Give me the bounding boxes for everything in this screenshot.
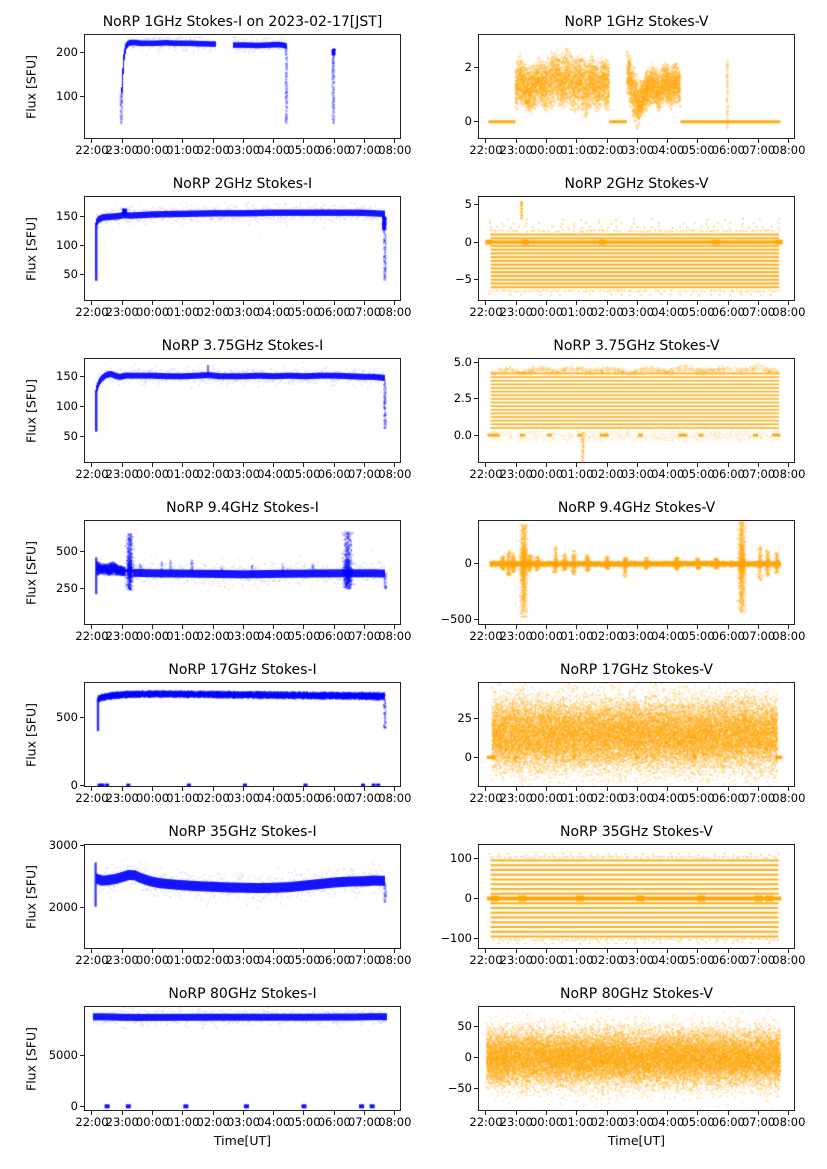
- plot-title: NoRP 2GHz Stokes-I: [172, 176, 313, 192]
- y-axis-label: Flux [SFU]: [23, 378, 39, 443]
- x-tick-label: 05:00: [287, 143, 321, 157]
- x-tick-label: 23:00: [499, 143, 533, 157]
- x-tick-label: 06:00: [711, 305, 745, 319]
- x-tick-label: 04:00: [651, 467, 685, 481]
- y-tick-mark: [474, 563, 478, 564]
- x-tick-label: 07:00: [347, 953, 382, 967]
- x-tick-label: 00:00: [135, 953, 170, 967]
- x-tick-label: 00:00: [529, 305, 564, 319]
- x-tick-label: 08:00: [772, 143, 806, 157]
- plot-area: [479, 197, 794, 300]
- y-tick-mark: [474, 619, 478, 620]
- y-tick-label: 5: [464, 197, 472, 212]
- y-tick-mark: [474, 1026, 478, 1027]
- y-tick-mark: [80, 717, 84, 718]
- y-tick-mark: [80, 274, 84, 275]
- x-tick-label: 00:00: [135, 629, 170, 643]
- y-tick-mark: [80, 588, 84, 589]
- x-tick-label: 05:00: [681, 1115, 715, 1129]
- x-tick-label: 23:00: [499, 1115, 533, 1129]
- y-tick-label: 150: [56, 209, 78, 224]
- plot-area: [85, 521, 400, 624]
- y-tick-label: 0: [464, 749, 472, 764]
- x-tick-label: 00:00: [135, 305, 170, 319]
- x-tick-label: 05:00: [681, 143, 715, 157]
- y-axis-label: Flux [SFU]: [23, 54, 39, 119]
- x-tick-label: 06:00: [711, 629, 745, 643]
- x-tick-label: 08:00: [378, 467, 412, 481]
- x-tick-label: 08:00: [378, 1115, 412, 1129]
- x-tick-label: 23:00: [105, 1115, 139, 1129]
- y-tick-mark: [474, 858, 478, 859]
- x-tick-label: 22:00: [75, 305, 109, 319]
- y-tick-mark: [474, 898, 478, 899]
- y-tick-mark: [474, 1088, 478, 1089]
- x-tick-label: 23:00: [105, 467, 139, 481]
- x-tick-label: 06:00: [317, 143, 351, 157]
- x-tick-label: 02:00: [590, 953, 624, 967]
- plot-title: NoRP 17GHz Stokes-V: [560, 662, 713, 678]
- y-tick-mark: [474, 1057, 478, 1058]
- x-tick-label: 23:00: [105, 791, 139, 805]
- plot-area: [479, 845, 794, 948]
- x-tick-label: 07:00: [347, 143, 382, 157]
- x-tick-label: 01:00: [166, 791, 200, 805]
- x-tick-label: 22:00: [75, 629, 109, 643]
- plot-area: [85, 197, 400, 300]
- x-tick-label: 06:00: [711, 467, 745, 481]
- x-tick-label: 02:00: [196, 791, 230, 805]
- x-tick-label: 08:00: [772, 953, 806, 967]
- y-tick-mark: [80, 245, 84, 246]
- x-tick-label: 08:00: [772, 467, 806, 481]
- x-tick-label: 03:00: [620, 305, 654, 319]
- x-tick-label: 03:00: [620, 467, 654, 481]
- x-tick-label: 08:00: [772, 305, 806, 319]
- y-tick-label: 5000: [48, 1048, 78, 1063]
- y-tick-label: 0: [70, 1099, 78, 1114]
- y-tick-label: 100: [450, 851, 472, 866]
- x-tick-label: 03:00: [620, 1115, 654, 1129]
- x-tick-label: 06:00: [711, 1115, 745, 1129]
- y-tick-mark: [474, 362, 478, 363]
- x-tick-label: 08:00: [772, 1115, 806, 1129]
- x-tick-label: 04:00: [651, 953, 685, 967]
- x-tick-label: 23:00: [499, 467, 533, 481]
- x-tick-label: 02:00: [590, 467, 624, 481]
- x-tick-label: 08:00: [378, 629, 412, 643]
- scatter-data-canvas: [85, 1007, 400, 1110]
- x-tick-label: 05:00: [287, 953, 321, 967]
- x-tick-label: 23:00: [499, 305, 533, 319]
- x-tick-label: 05:00: [681, 791, 715, 805]
- y-tick-label: 50: [63, 428, 78, 443]
- x-tick-label: 22:00: [469, 629, 503, 643]
- plot-area: [85, 35, 400, 138]
- x-tick-label: 07:00: [741, 143, 776, 157]
- plot-title: NoRP 1GHz Stokes-V: [564, 14, 709, 30]
- x-tick-label: 03:00: [226, 143, 260, 157]
- x-tick-label: 05:00: [287, 791, 321, 805]
- scatter-data-canvas: [479, 521, 794, 624]
- plot-title: NoRP 80GHz Stokes-I: [168, 986, 317, 1002]
- x-tick-label: 00:00: [529, 143, 564, 157]
- x-tick-label: 23:00: [105, 953, 139, 967]
- y-tick-label: 0.0: [453, 427, 472, 442]
- x-tick-label: 02:00: [590, 305, 624, 319]
- x-tick-label: 04:00: [257, 791, 291, 805]
- x-tick-label: 05:00: [287, 467, 321, 481]
- y-tick-label: 100: [56, 238, 78, 253]
- x-tick-label: 01:00: [166, 467, 200, 481]
- x-tick-label: 07:00: [347, 305, 382, 319]
- y-tick-mark: [80, 907, 84, 908]
- plot-area: [479, 683, 794, 786]
- x-tick-label: 02:00: [196, 1115, 230, 1129]
- y-tick-label: 0: [464, 1050, 472, 1065]
- x-tick-label: 07:00: [741, 953, 776, 967]
- x-tick-label: 00:00: [529, 791, 564, 805]
- scatter-data-canvas: [479, 197, 794, 300]
- x-tick-label: 04:00: [257, 467, 291, 481]
- x-tick-label: 05:00: [287, 629, 321, 643]
- plot-area: [479, 35, 794, 138]
- plot-area: [85, 683, 400, 786]
- y-tick-mark: [474, 279, 478, 280]
- x-tick-label: 22:00: [75, 467, 109, 481]
- y-tick-mark: [474, 242, 478, 243]
- plot-area: [85, 359, 400, 462]
- x-axis-label: Time[UT]: [607, 1133, 666, 1148]
- y-tick-label: 5.0: [453, 355, 472, 370]
- x-tick-label: 04:00: [651, 305, 685, 319]
- y-tick-mark: [80, 436, 84, 437]
- x-tick-label: 23:00: [105, 305, 139, 319]
- x-tick-label: 07:00: [347, 791, 382, 805]
- y-tick-mark: [474, 757, 478, 758]
- y-tick-label: 0: [464, 114, 472, 129]
- y-tick-label: 0: [464, 890, 472, 905]
- y-tick-mark: [80, 406, 84, 407]
- x-tick-label: 00:00: [135, 791, 170, 805]
- x-tick-label: 02:00: [196, 467, 230, 481]
- x-tick-label: 06:00: [317, 305, 351, 319]
- x-tick-label: 04:00: [257, 305, 291, 319]
- x-tick-label: 02:00: [590, 629, 624, 643]
- x-tick-label: 00:00: [135, 143, 170, 157]
- y-tick-mark: [80, 376, 84, 377]
- y-axis-label: Flux [SFU]: [23, 702, 39, 767]
- x-tick-label: 07:00: [347, 467, 382, 481]
- x-tick-label: 22:00: [469, 1115, 503, 1129]
- x-tick-label: 07:00: [741, 1115, 776, 1129]
- x-tick-label: 03:00: [620, 953, 654, 967]
- x-tick-label: 04:00: [257, 143, 291, 157]
- x-tick-label: 00:00: [529, 1115, 564, 1129]
- y-tick-mark: [474, 435, 478, 436]
- x-tick-label: 05:00: [287, 305, 321, 319]
- y-tick-label: 50: [63, 267, 78, 282]
- y-axis-label: Flux [SFU]: [23, 1026, 39, 1091]
- scatter-data-canvas: [479, 683, 794, 786]
- x-tick-label: 01:00: [560, 791, 594, 805]
- x-tick-label: 01:00: [560, 305, 594, 319]
- x-tick-label: 05:00: [681, 629, 715, 643]
- y-axis-label: Flux [SFU]: [23, 864, 39, 929]
- x-tick-label: 02:00: [196, 305, 230, 319]
- x-tick-label: 07:00: [741, 467, 776, 481]
- plot-area: [479, 521, 794, 624]
- x-tick-label: 06:00: [711, 143, 745, 157]
- x-tick-label: 23:00: [105, 143, 139, 157]
- x-tick-label: 01:00: [560, 629, 594, 643]
- x-tick-label: 04:00: [651, 791, 685, 805]
- y-tick-label: −50: [447, 1081, 472, 1096]
- x-tick-label: 03:00: [226, 953, 260, 967]
- x-tick-label: 04:00: [651, 629, 685, 643]
- x-tick-label: 04:00: [257, 629, 291, 643]
- y-tick-mark: [80, 1106, 84, 1107]
- y-tick-label: −500: [440, 612, 472, 627]
- plot-area: [479, 1007, 794, 1110]
- scatter-data-canvas: [85, 197, 400, 300]
- x-tick-label: 01:00: [166, 305, 200, 319]
- x-tick-label: 03:00: [226, 467, 260, 481]
- x-tick-label: 04:00: [651, 143, 685, 157]
- x-tick-label: 02:00: [590, 1115, 624, 1129]
- y-tick-label: 100: [56, 89, 78, 104]
- x-tick-label: 06:00: [317, 1115, 351, 1129]
- y-tick-mark: [80, 96, 84, 97]
- x-tick-label: 22:00: [75, 791, 109, 805]
- x-tick-label: 00:00: [135, 1115, 170, 1129]
- y-tick-mark: [80, 551, 84, 552]
- y-tick-mark: [474, 938, 478, 939]
- x-tick-label: 01:00: [166, 629, 200, 643]
- y-tick-label: 2: [464, 60, 472, 75]
- plot-title: NoRP 9.4GHz Stokes-V: [557, 500, 716, 516]
- x-tick-label: 08:00: [772, 791, 806, 805]
- y-axis-label: Flux [SFU]: [23, 540, 39, 605]
- x-tick-label: 07:00: [347, 629, 382, 643]
- x-tick-label: 05:00: [681, 305, 715, 319]
- x-tick-label: 03:00: [620, 791, 654, 805]
- y-tick-mark: [474, 398, 478, 399]
- x-tick-label: 00:00: [529, 953, 564, 967]
- y-tick-mark: [80, 785, 84, 786]
- x-tick-label: 23:00: [105, 629, 139, 643]
- y-tick-label: 100: [56, 399, 78, 414]
- plot-title: NoRP 35GHz Stokes-I: [168, 824, 317, 840]
- x-tick-label: 02:00: [590, 143, 624, 157]
- x-tick-label: 03:00: [620, 143, 654, 157]
- scatter-data-canvas: [85, 683, 400, 786]
- x-tick-label: 22:00: [469, 305, 503, 319]
- x-tick-label: 07:00: [741, 305, 776, 319]
- x-tick-label: 23:00: [499, 629, 533, 643]
- y-tick-label: 50: [457, 1019, 472, 1034]
- scatter-data-canvas: [479, 359, 794, 462]
- x-tick-label: 07:00: [741, 629, 776, 643]
- y-tick-label: 500: [56, 544, 78, 559]
- scatter-data-canvas: [85, 845, 400, 948]
- scatter-data-canvas: [85, 521, 400, 624]
- x-tick-label: 23:00: [499, 791, 533, 805]
- y-tick-mark: [474, 121, 478, 122]
- x-tick-label: 01:00: [560, 143, 594, 157]
- y-tick-label: 250: [56, 580, 78, 595]
- x-tick-label: 22:00: [469, 953, 503, 967]
- y-tick-label: 3000: [48, 837, 78, 852]
- y-tick-label: 150: [56, 369, 78, 384]
- plot-area: [479, 359, 794, 462]
- scatter-data-canvas: [85, 359, 400, 462]
- x-tick-label: 07:00: [741, 791, 776, 805]
- x-tick-label: 03:00: [620, 629, 654, 643]
- x-tick-label: 22:00: [469, 467, 503, 481]
- x-tick-label: 23:00: [499, 953, 533, 967]
- x-tick-label: 05:00: [681, 467, 715, 481]
- x-tick-label: 00:00: [529, 467, 564, 481]
- y-tick-mark: [80, 52, 84, 53]
- x-tick-label: 01:00: [560, 953, 594, 967]
- x-tick-label: 04:00: [257, 1115, 291, 1129]
- scatter-data-canvas: [479, 1007, 794, 1110]
- x-tick-label: 08:00: [378, 305, 412, 319]
- y-tick-label: 0: [464, 556, 472, 571]
- x-tick-label: 07:00: [347, 1115, 382, 1129]
- x-axis-label: Time[UT]: [213, 1133, 272, 1148]
- y-tick-label: 0: [464, 234, 472, 249]
- plot-title: NoRP 80GHz Stokes-V: [560, 986, 713, 1002]
- x-tick-label: 01:00: [560, 467, 594, 481]
- x-tick-label: 22:00: [469, 791, 503, 805]
- x-tick-label: 00:00: [135, 467, 170, 481]
- x-tick-label: 08:00: [378, 791, 412, 805]
- x-tick-label: 08:00: [378, 953, 412, 967]
- y-tick-label: −100: [440, 930, 472, 945]
- x-tick-label: 05:00: [681, 953, 715, 967]
- plot-area: [85, 1007, 400, 1110]
- y-tick-label: −5: [455, 272, 472, 287]
- y-tick-label: 2000: [48, 899, 78, 914]
- y-tick-mark: [474, 718, 478, 719]
- x-tick-label: 04:00: [651, 1115, 685, 1129]
- y-tick-label: 0: [70, 777, 78, 792]
- plot-title: NoRP 1GHz Stokes-I on 2023-02-17[JST]: [102, 14, 383, 30]
- x-tick-label: 01:00: [166, 953, 200, 967]
- scatter-data-canvas: [479, 35, 794, 138]
- x-tick-label: 03:00: [226, 305, 260, 319]
- x-tick-label: 03:00: [226, 629, 260, 643]
- plot-area: [85, 845, 400, 948]
- plot-title: NoRP 3.75GHz Stokes-I: [161, 338, 324, 354]
- plot-title: NoRP 9.4GHz Stokes-I: [166, 500, 319, 516]
- plot-title: NoRP 17GHz Stokes-I: [168, 662, 317, 678]
- x-tick-label: 06:00: [317, 791, 351, 805]
- y-tick-mark: [80, 1055, 84, 1056]
- y-tick-label: 25: [457, 711, 472, 726]
- x-tick-label: 22:00: [75, 1115, 109, 1129]
- x-tick-label: 08:00: [378, 143, 412, 157]
- x-tick-label: 22:00: [469, 143, 503, 157]
- x-tick-label: 08:00: [772, 629, 806, 643]
- x-tick-label: 01:00: [166, 143, 200, 157]
- y-tick-mark: [80, 845, 84, 846]
- x-tick-label: 00:00: [529, 629, 564, 643]
- y-tick-label: 500: [56, 710, 78, 725]
- x-tick-label: 02:00: [196, 143, 230, 157]
- x-tick-label: 06:00: [317, 953, 351, 967]
- x-tick-label: 03:00: [226, 791, 260, 805]
- plot-title: NoRP 2GHz Stokes-V: [564, 176, 709, 192]
- x-tick-label: 06:00: [711, 953, 745, 967]
- x-tick-label: 03:00: [226, 1115, 260, 1129]
- x-tick-label: 02:00: [590, 791, 624, 805]
- y-tick-mark: [474, 67, 478, 68]
- x-tick-label: 22:00: [75, 953, 109, 967]
- scatter-data-canvas: [479, 845, 794, 948]
- y-tick-label: 2.5: [453, 391, 472, 406]
- x-tick-label: 02:00: [196, 629, 230, 643]
- y-tick-mark: [474, 204, 478, 205]
- plot-title: NoRP 3.75GHz Stokes-V: [553, 338, 720, 354]
- x-tick-label: 02:00: [196, 953, 230, 967]
- y-axis-label: Flux [SFU]: [23, 216, 39, 281]
- y-tick-label: 200: [56, 45, 78, 60]
- scatter-data-canvas: [85, 35, 400, 138]
- x-tick-label: 01:00: [166, 1115, 200, 1129]
- x-tick-label: 05:00: [287, 1115, 321, 1129]
- x-tick-label: 04:00: [257, 953, 291, 967]
- plot-title: NoRP 35GHz Stokes-V: [560, 824, 713, 840]
- x-tick-label: 06:00: [711, 791, 745, 805]
- y-tick-mark: [80, 216, 84, 217]
- x-tick-label: 22:00: [75, 143, 109, 157]
- x-tick-label: 01:00: [560, 1115, 594, 1129]
- x-tick-label: 06:00: [317, 467, 351, 481]
- x-tick-label: 06:00: [317, 629, 351, 643]
